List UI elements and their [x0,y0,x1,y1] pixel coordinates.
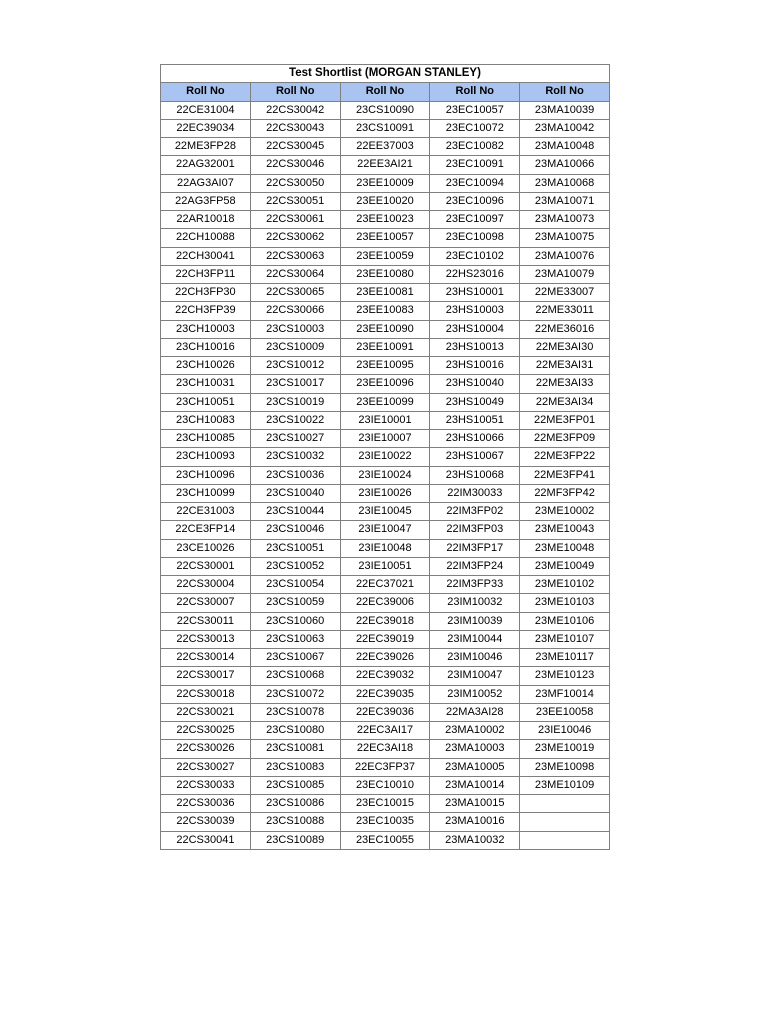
table-row [161,192,610,210]
roll-no-cell: 22CS30021 [161,703,251,721]
table-row [161,685,610,703]
table-row [161,156,610,174]
roll-no-cell: 23ME10103 [520,594,610,612]
roll-no-cell: 22ME3AI34 [520,393,610,411]
table-row [161,740,610,758]
table-row [161,229,610,247]
roll-no-cell: 22ME36016 [520,320,610,338]
roll-no-cell: 23ME10098 [520,758,610,776]
roll-no-cell: 23HS10013 [430,338,520,356]
table-row [161,630,610,648]
roll-no-cell: 23CS10044 [250,503,340,521]
roll-no-cell: 23EE10083 [340,302,430,320]
roll-no-cell: 22CS30063 [250,247,340,265]
roll-no-cell: 22CH3FP30 [161,284,251,302]
roll-no-cell: 22IM3FP03 [430,521,520,539]
roll-no-cell: 23CS10068 [250,667,340,685]
roll-no-cell: 23ME10123 [520,667,610,685]
roll-no-cell: 23ME10109 [520,776,610,794]
shortlist-table [160,64,610,850]
roll-no-cell: 22CS30061 [250,211,340,229]
roll-no-cell: 22EC3AI17 [340,722,430,740]
roll-no-cell: 23CS10054 [250,576,340,594]
roll-no-cell: 23CS10059 [250,594,340,612]
roll-no-cell: 22ME33007 [520,284,610,302]
roll-no-cell: 22EC3AI18 [340,740,430,758]
roll-no-cell: 22CS30014 [161,649,251,667]
roll-no-cell: 23MA10042 [520,119,610,137]
roll-no-cell: 23EC10010 [340,776,430,794]
roll-no-cell: 23EC10055 [340,831,430,849]
roll-no-cell: 23IE10007 [340,430,430,448]
roll-no-cell: 23IE10022 [340,448,430,466]
roll-no-cell: 22CS30042 [250,101,340,119]
roll-no-cell: 23IM10046 [430,649,520,667]
roll-no-cell: 23EC10098 [430,229,520,247]
table-row [161,302,610,320]
roll-no-cell: 23CS10090 [340,101,430,119]
roll-no-cell: 23IE10024 [340,466,430,484]
roll-no-cell: 22CS30051 [250,192,340,210]
roll-no-cell: 23HS10068 [430,466,520,484]
roll-no-cell: 23MA10016 [430,813,520,831]
roll-no-cell: 23EE10096 [340,375,430,393]
roll-no-cell: 22EE37003 [340,138,430,156]
roll-no-cell: 23MA10039 [520,101,610,119]
roll-no-cell: 22CS30017 [161,667,251,685]
roll-no-cell: 22CS30066 [250,302,340,320]
roll-no-cell: 23HS10049 [430,393,520,411]
roll-no-cell: 23EE10099 [340,393,430,411]
roll-no-cell: 23MA10015 [430,795,520,813]
roll-no-cell: 22CS30001 [161,557,251,575]
roll-no-cell: 22IM3FP33 [430,576,520,594]
roll-no-cell [520,831,610,849]
roll-no-cell: 23EE10080 [340,265,430,283]
roll-no-cell: 23IE10051 [340,557,430,575]
roll-no-cell: 22ME3AI30 [520,338,610,356]
roll-no-cell: 23CS10072 [250,685,340,703]
roll-no-cell: 22CS30043 [250,119,340,137]
roll-no-cell: 22ME3FP41 [520,466,610,484]
roll-no-cell: 23HS10067 [430,448,520,466]
table-row [161,466,610,484]
roll-no-cell: 23MA10005 [430,758,520,776]
roll-no-cell: 23IE10026 [340,484,430,502]
roll-no-cell: 22EC39026 [340,649,430,667]
roll-no-cell: 23MA10032 [430,831,520,849]
roll-no-cell: 23CH10085 [161,430,251,448]
roll-no-cell: 22EC39036 [340,703,430,721]
roll-no-cell: 23CS10091 [340,119,430,137]
roll-no-cell: 23HS10051 [430,411,520,429]
roll-no-cell: 23ME10002 [520,503,610,521]
roll-no-cell: 22HS23016 [430,265,520,283]
header-row [161,83,610,101]
roll-no-cell: 22IM3FP02 [430,503,520,521]
roll-no-cell: 23IM10047 [430,667,520,685]
roll-no-cell: 23HS10003 [430,302,520,320]
table-row [161,831,610,849]
roll-no-cell: 22CH10088 [161,229,251,247]
table-row [161,101,610,119]
column-header: Roll No [520,83,610,101]
roll-no-cell: 23ME10102 [520,576,610,594]
roll-no-cell: 23CS10063 [250,630,340,648]
table-row [161,393,610,411]
roll-no-cell: 23IE10001 [340,411,430,429]
column-header: Roll No [340,83,430,101]
roll-no-cell: 22IM30033 [430,484,520,502]
roll-no-cell: 22ME3FP01 [520,411,610,429]
roll-no-cell: 23IM10032 [430,594,520,612]
roll-no-cell: 23ME10043 [520,521,610,539]
table-row [161,357,610,375]
roll-no-cell: 22MA3AI28 [430,703,520,721]
roll-no-cell: 23EC10096 [430,192,520,210]
roll-no-cell: 22ME33011 [520,302,610,320]
roll-no-cell: 22EE3AI21 [340,156,430,174]
roll-no-cell: 22CS30018 [161,685,251,703]
table-row [161,503,610,521]
table-row [161,594,610,612]
roll-no-cell: 23EE10058 [520,703,610,721]
roll-no-cell: 22AG32001 [161,156,251,174]
roll-no-cell: 23EE10057 [340,229,430,247]
roll-no-cell: 23CS10083 [250,758,340,776]
roll-no-cell: 23CS10051 [250,539,340,557]
table-row [161,776,610,794]
roll-no-cell: 23IM10044 [430,630,520,648]
roll-no-cell: 22CH3FP39 [161,302,251,320]
roll-no-cell: 23CH10016 [161,338,251,356]
roll-no-cell: 23EC10057 [430,101,520,119]
table-row [161,247,610,265]
roll-no-cell: 22EC39006 [340,594,430,612]
roll-no-cell: 23CS10086 [250,795,340,813]
roll-no-cell: 22EC39035 [340,685,430,703]
table-row [161,284,610,302]
roll-no-cell: 22CS30036 [161,795,251,813]
roll-no-cell: 23CS10032 [250,448,340,466]
roll-no-cell: 23CS10012 [250,357,340,375]
roll-no-cell: 23IE10048 [340,539,430,557]
roll-no-cell: 22CS30064 [250,265,340,283]
table-row [161,813,610,831]
roll-no-cell: 23CH10096 [161,466,251,484]
roll-no-cell: 23CH10099 [161,484,251,502]
roll-no-cell: 22CH30041 [161,247,251,265]
title-row [161,65,610,83]
roll-no-cell: 23IM10039 [430,612,520,630]
roll-no-cell: 22ME3FP09 [520,430,610,448]
table-row [161,758,610,776]
table-body [161,101,610,849]
roll-no-cell: 23IE10045 [340,503,430,521]
roll-no-cell: 23CS10017 [250,375,340,393]
roll-no-cell: 23EC10094 [430,174,520,192]
table-row [161,539,610,557]
table-row [161,320,610,338]
roll-no-cell: 23MA10014 [430,776,520,794]
roll-no-cell: 22CS30011 [161,612,251,630]
table-row [161,521,610,539]
roll-no-cell: 23CH10026 [161,357,251,375]
table-row [161,557,610,575]
table-row [161,484,610,502]
roll-no-cell: 23CS10027 [250,430,340,448]
roll-no-cell: 22CH3FP11 [161,265,251,283]
table-row [161,411,610,429]
roll-no-cell: 22CS30045 [250,138,340,156]
roll-no-cell: 22CS30062 [250,229,340,247]
roll-no-cell: 23EC10015 [340,795,430,813]
roll-no-cell: 23MA10048 [520,138,610,156]
roll-no-cell: 23CH10083 [161,411,251,429]
roll-no-cell: 22EC37021 [340,576,430,594]
roll-no-cell: 23IM10052 [430,685,520,703]
roll-no-cell: 23MA10002 [430,722,520,740]
roll-no-cell: 23EE10059 [340,247,430,265]
roll-no-cell: 23HS10001 [430,284,520,302]
table-row [161,722,610,740]
roll-no-cell: 22CE31004 [161,101,251,119]
roll-no-cell: 23EC10102 [430,247,520,265]
table-row [161,649,610,667]
roll-no-cell: 23EC10097 [430,211,520,229]
table-row [161,338,610,356]
roll-no-cell [520,813,610,831]
roll-no-cell: 22CS30027 [161,758,251,776]
roll-no-cell: 23CE10026 [161,539,251,557]
roll-no-cell: 23ME10019 [520,740,610,758]
roll-no-cell: 23CS10067 [250,649,340,667]
roll-no-cell: 22ME3FP28 [161,138,251,156]
roll-no-cell: 23EE10020 [340,192,430,210]
table-row [161,211,610,229]
roll-no-cell: 22CS30025 [161,722,251,740]
roll-no-cell: 23MA10079 [520,265,610,283]
roll-no-cell: 22AG3AI07 [161,174,251,192]
roll-no-cell: 23MA10071 [520,192,610,210]
roll-no-cell: 23CS10060 [250,612,340,630]
roll-no-cell: 22AG3FP58 [161,192,251,210]
roll-no-cell: 23EE10009 [340,174,430,192]
roll-no-cell: 23CS10022 [250,411,340,429]
roll-no-cell: 23CS10080 [250,722,340,740]
roll-no-cell: 23ME10048 [520,539,610,557]
roll-no-cell: 23HS10016 [430,357,520,375]
roll-no-cell: 23CS10081 [250,740,340,758]
roll-no-cell: 23EE10091 [340,338,430,356]
roll-no-cell: 22CS30007 [161,594,251,612]
roll-no-cell: 23EC10091 [430,156,520,174]
roll-no-cell: 23EE10081 [340,284,430,302]
roll-no-cell: 23CS10009 [250,338,340,356]
roll-no-cell: 22CS30033 [161,776,251,794]
roll-no-cell: 23MA10075 [520,229,610,247]
roll-no-cell: 23HS10004 [430,320,520,338]
table-row [161,430,610,448]
roll-no-cell: 23CS10085 [250,776,340,794]
roll-no-cell: 22CS30026 [161,740,251,758]
roll-no-cell: 23MA10073 [520,211,610,229]
roll-no-cell: 22ME3AI31 [520,357,610,375]
roll-no-cell: 23CH10003 [161,320,251,338]
roll-no-cell: 22ME3FP22 [520,448,610,466]
roll-no-cell: 23IE10046 [520,722,610,740]
column-header: Roll No [430,83,520,101]
roll-no-cell: 23MA10066 [520,156,610,174]
roll-no-cell: 23ME10049 [520,557,610,575]
roll-no-cell: 23EE10090 [340,320,430,338]
roll-no-cell: 23EE10095 [340,357,430,375]
roll-no-cell: 22EC39018 [340,612,430,630]
roll-no-cell: 22EC39032 [340,667,430,685]
roll-no-cell: 23CS10089 [250,831,340,849]
table-row [161,174,610,192]
roll-no-cell: 23EC10072 [430,119,520,137]
roll-no-cell [520,795,610,813]
roll-no-cell: 23MA10068 [520,174,610,192]
roll-no-cell: 22CS30004 [161,576,251,594]
roll-no-cell: 23HS10040 [430,375,520,393]
roll-no-cell: 23CS10040 [250,484,340,502]
column-header: Roll No [161,83,251,101]
roll-no-cell: 22MF3FP42 [520,484,610,502]
table-row [161,265,610,283]
roll-no-cell: 22ME3AI33 [520,375,610,393]
roll-no-cell: 22EC3FP37 [340,758,430,776]
roll-no-cell: 23CS10003 [250,320,340,338]
table-row [161,667,610,685]
table-row [161,119,610,137]
table-row [161,448,610,466]
roll-no-cell: 23HS10066 [430,430,520,448]
table-row [161,703,610,721]
table-row [161,138,610,156]
roll-no-cell: 23MA10076 [520,247,610,265]
roll-no-cell: 23MA10003 [430,740,520,758]
table-row [161,576,610,594]
roll-no-cell: 22CS30041 [161,831,251,849]
roll-no-cell: 22CS30050 [250,174,340,192]
roll-no-cell: 23CS10078 [250,703,340,721]
roll-no-cell: 23EE10023 [340,211,430,229]
roll-no-cell: 23EC10035 [340,813,430,831]
roll-no-cell: 23IE10047 [340,521,430,539]
table-title: Test Shortlist (MORGAN STANLEY) [161,65,610,83]
roll-no-cell: 22EC39019 [340,630,430,648]
roll-no-cell: 23CS10019 [250,393,340,411]
roll-no-cell: 23ME10107 [520,630,610,648]
roll-no-cell: 22IM3FP24 [430,557,520,575]
table-row [161,375,610,393]
table-row [161,612,610,630]
roll-no-cell: 23MF10014 [520,685,610,703]
roll-no-cell: 23CH10031 [161,375,251,393]
roll-no-cell: 22EC39034 [161,119,251,137]
roll-no-cell: 22CE31003 [161,503,251,521]
roll-no-cell: 23CS10036 [250,466,340,484]
roll-no-cell: 23ME10117 [520,649,610,667]
table-row [161,795,610,813]
roll-no-cell: 22CS30046 [250,156,340,174]
column-header: Roll No [250,83,340,101]
roll-no-cell: 23CS10046 [250,521,340,539]
roll-no-cell: 22IM3FP17 [430,539,520,557]
roll-no-cell: 23ME10106 [520,612,610,630]
roll-no-cell: 23EC10082 [430,138,520,156]
roll-no-cell: 23CH10093 [161,448,251,466]
roll-no-cell: 22AR10018 [161,211,251,229]
roll-no-cell: 23CH10051 [161,393,251,411]
roll-no-cell: 22CE3FP14 [161,521,251,539]
roll-no-cell: 22CS30039 [161,813,251,831]
roll-no-cell: 22CS30065 [250,284,340,302]
roll-no-cell: 22CS30013 [161,630,251,648]
roll-no-cell: 23CS10088 [250,813,340,831]
roll-no-cell: 23CS10052 [250,557,340,575]
